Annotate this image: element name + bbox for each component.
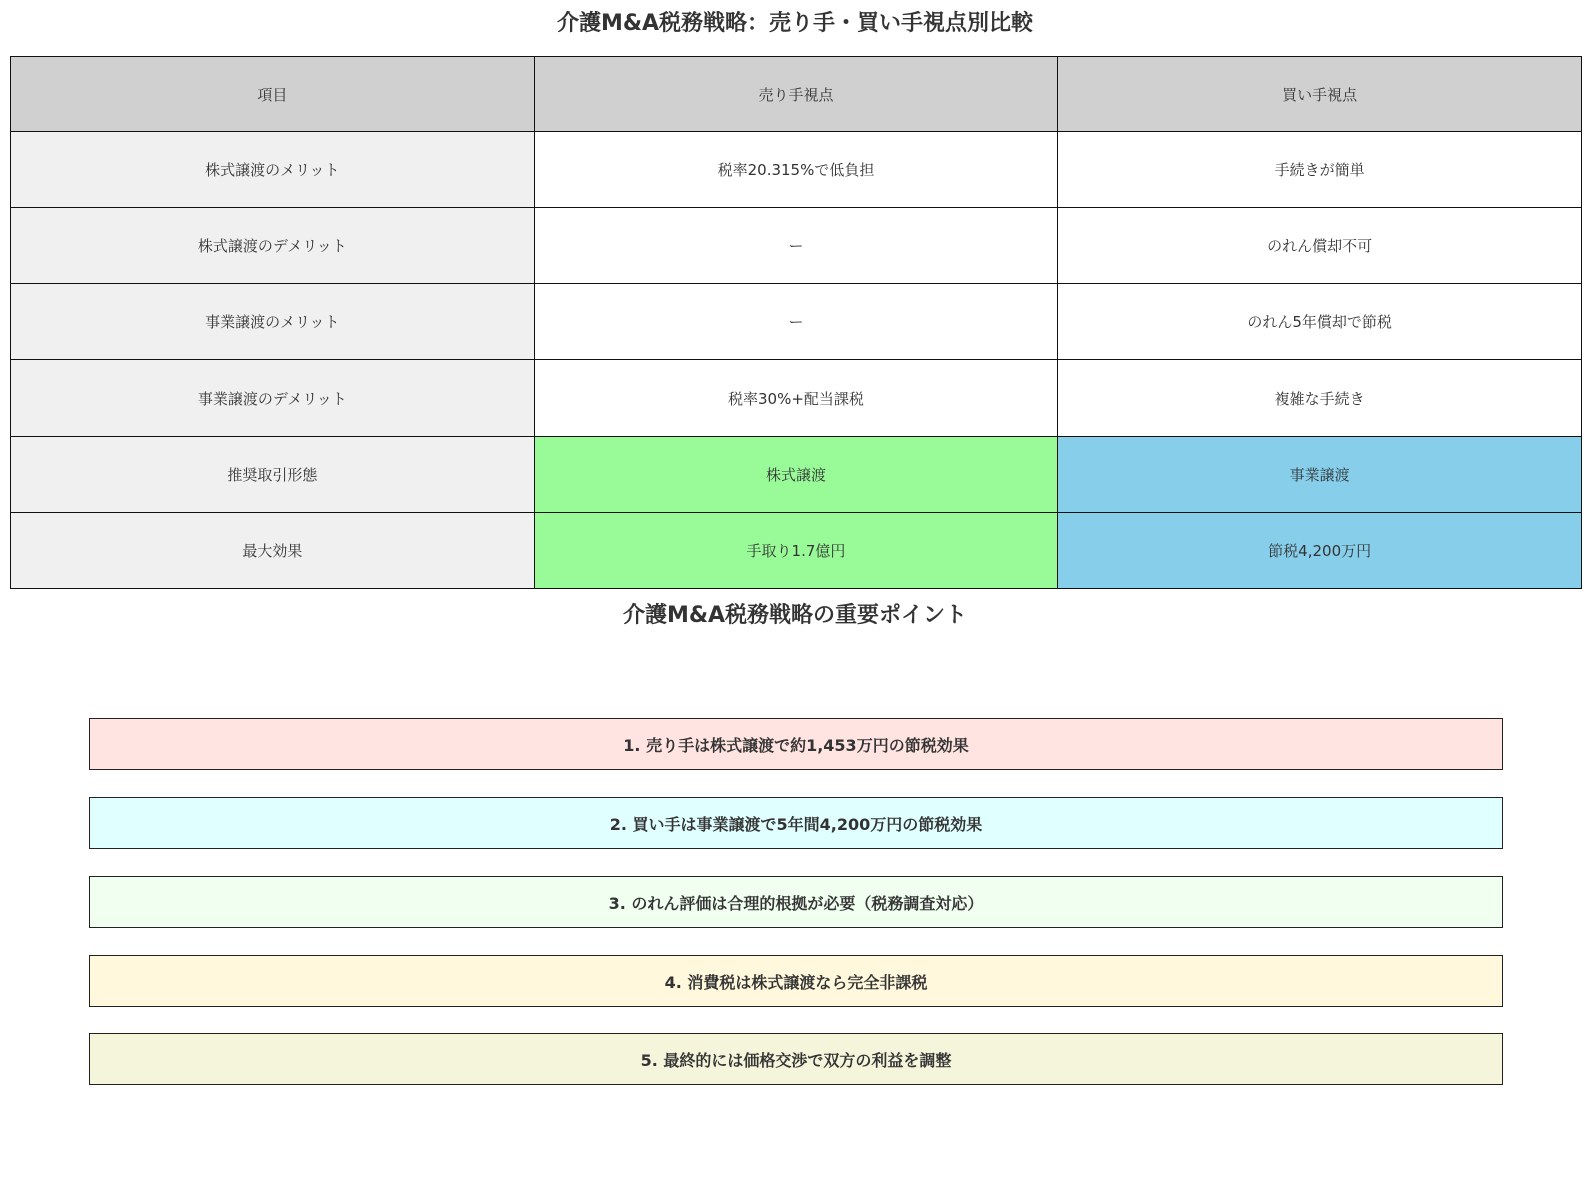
point-box: 2. 買い手は事業譲渡で5年間4,200万円の節税効果	[89, 797, 1503, 849]
row-label-cell: 事業譲渡のメリット	[11, 284, 535, 360]
row-label-cell: 最大効果	[11, 512, 535, 588]
table-header-row	[11, 57, 1582, 132]
buyer-cell: のれん5年償却で節税	[1058, 284, 1582, 360]
seller-cell: 手取り1.7億円	[534, 512, 1058, 588]
row-label-cell: 事業譲渡のデメリット	[11, 360, 535, 436]
seller-cell: ー	[534, 284, 1058, 360]
row-label-cell: 推奨取引形態	[11, 436, 535, 512]
table-row	[11, 436, 1582, 512]
point-box: 1. 売り手は株式譲渡で約1,453万円の節税効果	[89, 718, 1503, 770]
seller-cell: 税率20.315%で低負担	[534, 132, 1058, 208]
table-row	[11, 284, 1582, 360]
seller-cell: 株式譲渡	[534, 436, 1058, 512]
table-row	[11, 208, 1582, 284]
table-row	[11, 132, 1582, 208]
seller-cell: 税率30%+配当課税	[534, 360, 1058, 436]
buyer-cell: のれん償却不可	[1058, 208, 1582, 284]
buyer-cell: 節税4,200万円	[1058, 512, 1582, 588]
table-row	[11, 512, 1582, 588]
table-row	[11, 360, 1582, 436]
comparison-table	[10, 56, 1582, 589]
row-label-cell: 株式譲渡のデメリット	[11, 208, 535, 284]
point-box: 4. 消費税は株式譲渡なら完全非課税	[89, 955, 1503, 1007]
comparison-title: 介護M&A税務戦略：売り手・買い手視点別比較	[556, 11, 1034, 36]
buyer-cell: 複雑な手続き	[1058, 360, 1582, 436]
point-box: 3. のれん評価は合理的根拠が必要（税務調査対応）	[89, 876, 1503, 928]
seller-cell: ー	[534, 208, 1058, 284]
row-label-cell: 株式譲渡のメリット	[11, 132, 535, 208]
buyer-cell: 手続きが簡単	[1058, 132, 1582, 208]
column-header-seller: 売り手視点	[534, 57, 1058, 132]
points-title: 介護M&A税務戦略の重要ポイント	[622, 603, 968, 628]
buyer-cell: 事業譲渡	[1058, 436, 1582, 512]
column-header-item: 項目	[11, 57, 535, 132]
table-body	[11, 132, 1582, 589]
column-header-buyer: 買い手視点	[1058, 57, 1582, 132]
point-box: 5. 最終的には価格交渉で双方の利益を調整	[89, 1033, 1503, 1085]
